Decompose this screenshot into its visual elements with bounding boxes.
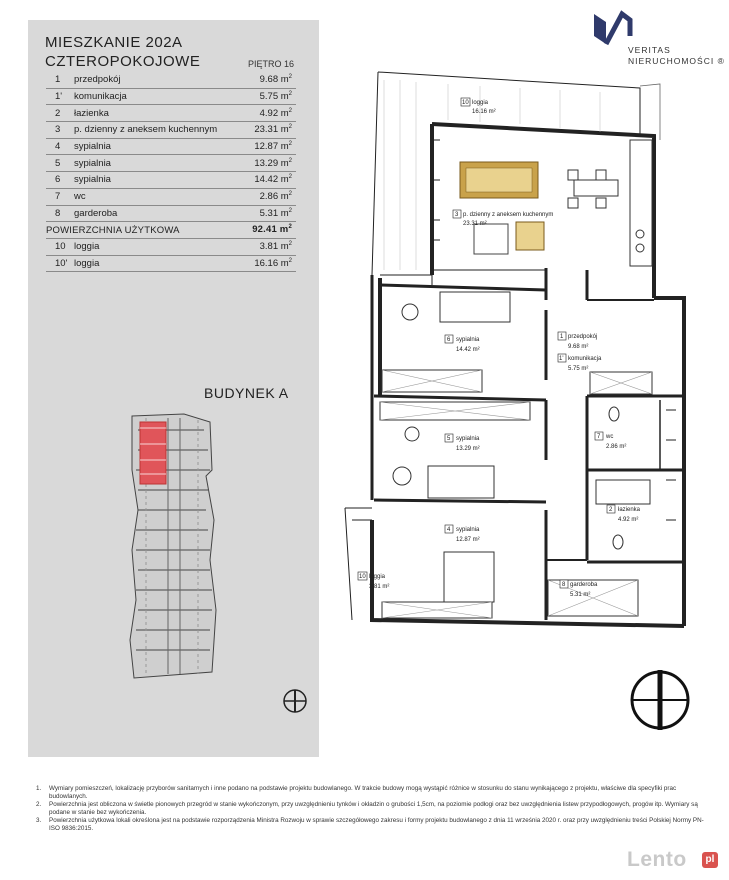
- room-row: [46, 88, 296, 105]
- area-unit-exponent: 2: [288, 90, 292, 97]
- room-area: [244, 255, 296, 272]
- room-number: 6: [46, 172, 74, 189]
- plan-hall-area: 9.68 m²: [568, 344, 589, 350]
- footnotes: [36, 785, 706, 833]
- footnote-item: [36, 801, 706, 817]
- room-area: [244, 72, 296, 88]
- room-area-value: 12.87 m: [254, 141, 289, 153]
- plan-hall-name: przedpokój: [568, 334, 598, 340]
- plan-bed5-area: 13.29 m²: [456, 446, 480, 452]
- apartment-type: CZTEROPOKOJOWE: [45, 53, 201, 70]
- plan-wardrobe-name: garderoba: [570, 582, 598, 588]
- watermark-badge: pl: [702, 852, 718, 868]
- room-row: [46, 105, 296, 122]
- room-area: [244, 188, 296, 205]
- room-number: 7: [46, 188, 74, 205]
- area-unit-exponent: 2: [288, 141, 292, 148]
- building-key-plan: [124, 410, 224, 685]
- footnote-item: [36, 785, 706, 801]
- room-area-value: 13.29 m: [254, 157, 289, 169]
- plan-living-area: 23.31 m²: [463, 221, 487, 227]
- footnote-number: 3.: [36, 817, 42, 824]
- plan-bed5-num: 5: [447, 436, 451, 442]
- area-unit-exponent: 2: [288, 74, 292, 81]
- brand-line2: NIERUCHOMOŚCI: [628, 56, 715, 66]
- area-unit-exponent: 2: [288, 107, 292, 114]
- plan-wardrobe-area: 5.31 m²: [570, 592, 591, 598]
- plan-hall-num: 1: [560, 334, 564, 340]
- room-row: [46, 238, 296, 255]
- plan-bath-name: łazienka: [618, 507, 641, 513]
- plan-wardrobe-num: 8: [562, 582, 566, 588]
- room-row: [46, 188, 296, 205]
- plan-loggia-top-name: loggia: [472, 100, 489, 106]
- room-area-value: 3.81 m: [259, 241, 289, 253]
- footnote-item: [36, 817, 706, 833]
- room-area: [244, 122, 296, 139]
- plan-loggia-small-num: 10: [359, 574, 366, 580]
- plan-loggia-top-num: 10: [462, 100, 469, 106]
- area-unit-exponent: 2: [288, 124, 292, 131]
- room-row: [46, 255, 296, 272]
- room-row: [46, 72, 296, 88]
- footnote-text: Wymiary pomieszczeń, lokalizację przyborów sanitarnych i inne podano na podstawie projektu budowlanego. W trakcie budowy mogą wystąpić różnice w stosunku do stanu wynikającego z projektu, właściwe dla specyfiki prac budowlanych.: [49, 785, 677, 800]
- room-row: [46, 155, 296, 172]
- room-name: sypialnia: [74, 138, 244, 155]
- floor-label: PIĘTRO 16: [248, 59, 295, 69]
- area-unit-exponent: 2: [288, 224, 292, 231]
- plan-comm-name: komunikacja: [568, 356, 602, 362]
- room-name: loggia: [74, 238, 244, 255]
- registered-mark: ®: [717, 56, 725, 66]
- area-unit-exponent: 2: [288, 207, 292, 214]
- room-name: komunikacja: [74, 88, 244, 105]
- room-name: p. dzienny z aneksem kuchennym: [74, 122, 244, 139]
- plan-loggia-small-area: 3.81 m²: [369, 584, 390, 590]
- room-number: 5: [46, 155, 74, 172]
- plan-bed4-name: sypialnia: [456, 527, 480, 533]
- room-number: 2: [46, 105, 74, 122]
- room-area: [244, 105, 296, 122]
- plan-wc-name: wc: [606, 434, 614, 440]
- room-area-value: 16.16 m: [254, 257, 289, 269]
- total-row: [46, 222, 296, 239]
- room-name: przedpokój: [74, 72, 244, 88]
- watermark-text: Lento: [627, 848, 687, 871]
- area-unit-exponent: 2: [288, 241, 292, 248]
- plan-comm-num: 1': [559, 356, 564, 362]
- plan-bed6-area: 14.42 m²: [456, 347, 480, 353]
- total-area: [244, 222, 296, 239]
- room-name: wc: [74, 188, 244, 205]
- room-area: [244, 172, 296, 189]
- room-area: [244, 88, 296, 105]
- plan-bed6-name: sypialnia: [456, 337, 480, 343]
- room-name: łazienka: [74, 105, 244, 122]
- room-row: [46, 205, 296, 222]
- total-label: POWIERZCHNIA UŻYTKOWA: [46, 222, 244, 239]
- area-unit-exponent: 2: [288, 174, 292, 181]
- plan-loggia-top-area: 16.16 m²: [472, 109, 496, 115]
- area-unit-exponent: 2: [288, 257, 292, 264]
- plan-living-name: p. dzienny z aneksem kuchennym: [463, 212, 554, 218]
- room-number: 8: [46, 205, 74, 222]
- room-number: 4: [46, 138, 74, 155]
- plan-bed4-area: 12.87 m²: [456, 537, 480, 543]
- plan-bed4-num: 4: [447, 527, 451, 533]
- room-row: [46, 172, 296, 189]
- brand-line1: VERITAS: [628, 45, 671, 55]
- room-area-value: 2.86 m: [259, 191, 289, 203]
- footnote-number: 1.: [36, 785, 42, 792]
- room-row: [46, 122, 296, 139]
- room-area-value: 5.31 m: [259, 207, 289, 219]
- footnote-text: Powierzchnia jest obliczona w świetle pionowych przegród w stanie wykończonym, przy uwzględnieniu tynków i okładzin o grubości 1,5cm, na poziomie podłogi oraz bez uwzględnienia listew przypodłogowych, progów itp. Wymiary są podane w stanie bez wykończenia.: [49, 801, 698, 816]
- footnote-number: 2.: [36, 801, 42, 808]
- brand-name: [628, 45, 725, 67]
- apartment-highlight: [140, 422, 166, 484]
- compass-icon: [628, 668, 692, 732]
- room-name: sypialnia: [74, 172, 244, 189]
- compass-small-icon: [282, 688, 308, 714]
- footnote-text: Powierzchnia użytkowa lokali określona jest na podstawie rozporządzenia Ministra Rozwoju w sprawie szczegółowego zakresu i formy projektu budowlanego z dnia 11 września 2020 r. oraz przy uwzględnieniu treści Polskiej Normy PN-ISO 9836:2015.: [49, 817, 704, 832]
- plan-wc-area: 2.86 m²: [606, 444, 627, 450]
- area-unit-exponent: 2: [288, 191, 292, 198]
- plan-loggia-small-name: loggia: [369, 574, 386, 580]
- room-name: loggia: [74, 255, 244, 272]
- room-area-value: 5.75 m: [259, 91, 289, 103]
- room-table: [46, 72, 296, 272]
- plan-wc-num: 7: [597, 434, 601, 440]
- room-number: 10: [46, 238, 74, 255]
- room-name: sypialnia: [74, 155, 244, 172]
- plan-bed6-num: 6: [447, 337, 451, 343]
- room-area-value: 23.31 m: [254, 124, 289, 136]
- plan-bath-area: 4.92 m²: [618, 517, 639, 523]
- room-area: [244, 155, 296, 172]
- room-number: 3: [46, 122, 74, 139]
- room-name: garderoba: [74, 205, 244, 222]
- floor-plan: [342, 66, 688, 636]
- veritas-logo-icon: [590, 6, 634, 50]
- area-unit-exponent: 2: [288, 157, 292, 164]
- room-area: [244, 238, 296, 255]
- room-number: 1': [46, 88, 74, 105]
- room-area: [244, 205, 296, 222]
- room-number: 1: [46, 72, 74, 88]
- plan-bed5-name: sypialnia: [456, 436, 480, 442]
- apartment-title: MIESZKANIE 202A: [45, 34, 183, 51]
- plan-bath-num: 2: [609, 507, 613, 513]
- room-area-value: 4.92 m: [259, 107, 289, 119]
- room-number: 10': [46, 255, 74, 272]
- plan-comm-area: 5.75 m²: [568, 366, 589, 372]
- room-row: [46, 138, 296, 155]
- total-area-value: 92.41 m: [252, 224, 289, 236]
- building-label: BUDYNEK A: [204, 385, 289, 401]
- plan-living-num: 3: [455, 212, 459, 218]
- room-area: [244, 138, 296, 155]
- room-area-value: 14.42 m: [254, 174, 289, 186]
- room-area-value: 9.68 m: [259, 74, 289, 86]
